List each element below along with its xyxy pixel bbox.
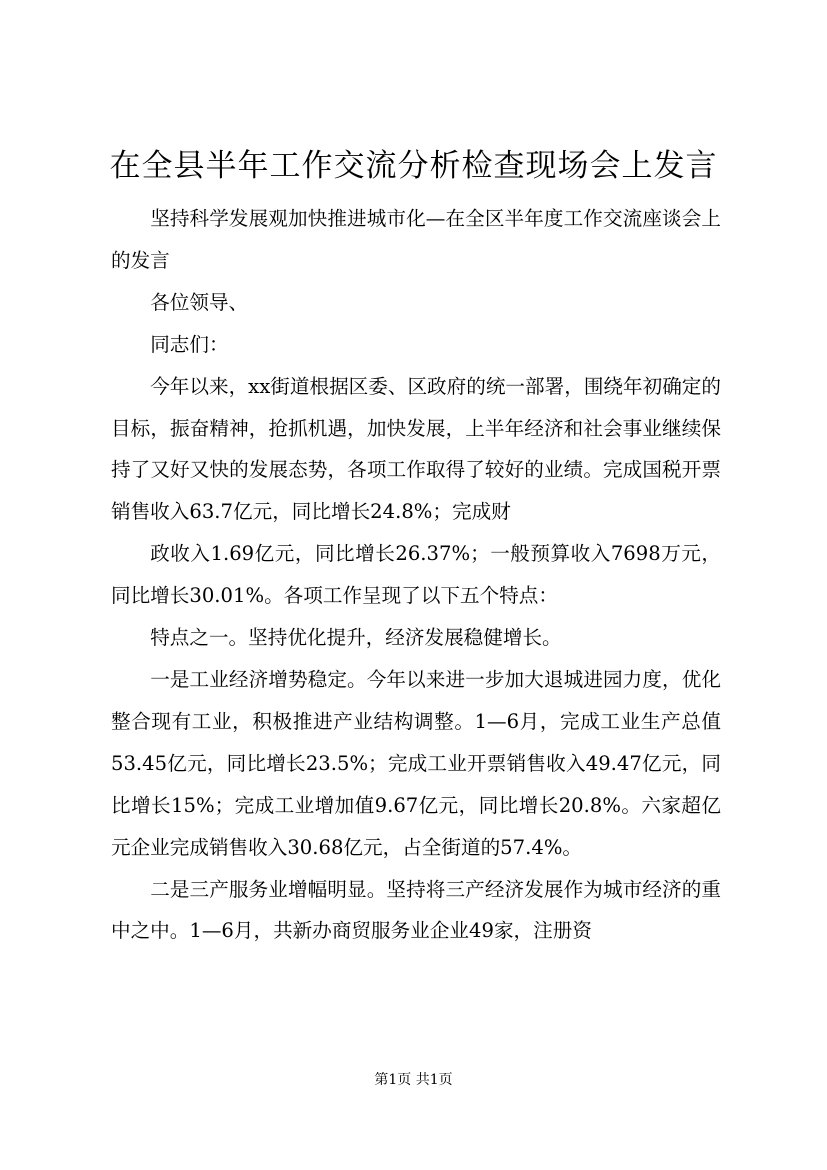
paragraph-revenue: 政收入1.69亿元，同比增长26.37%；一般预算收入7698万元，同比增长30.01%。各项工作呈现了以下五个特点： xyxy=(111,542,721,608)
document-body xyxy=(111,198,721,952)
document-title: 在全县半年工作交流分析检查现场会上发言 xyxy=(109,148,718,184)
paragraph-salutation-comrades: 同志们： xyxy=(150,332,229,356)
paragraph-intro: 今年以来，xx街道根据区委、区政府的统一部署，围绕年初确定的目标，振奋精神，抢抓机遇，加快发展，上半年经济和社会事业继续保持了又好又快的发展态势，各项工作取得了较好的业绩。完成国税开票销售收入63.7亿元，同比增长24.8%；完成财 xyxy=(111,374,721,524)
paragraph-services: 二是三产服务业增幅明显。坚持将三产经济发展作为城市经济的重中之中。1—6月，共新办商贸服务业企业49家，注册资 xyxy=(111,877,721,943)
paragraph-salutation-leaders: 各位领导、 xyxy=(150,290,249,314)
page-footer: 第1页 共1页 xyxy=(374,1072,453,1088)
paragraph-subtitle: 坚持科学发展观加快推进城市化—在全区半年度工作交流座谈会上的发言 xyxy=(111,207,721,272)
paragraph-feature-one: 特点之一。坚持优化提升，经济发展稳健增长。 xyxy=(150,626,562,650)
paragraph-industry: 一是工业经济增势稳定。今年以来进一步加大退城进园力度，优化整合现有工业，积极推进产业结构调整。1—6月，完成工业生产总值53.45亿元，同比增长23.5%；完成工业开票销售收入49.47亿元，同比增长15%；完成工业增加值9.67亿元，同比增长20.8%。六家超亿元企业完成销售收入30.68亿元，占全街道的57.4%。 xyxy=(111,667,721,859)
